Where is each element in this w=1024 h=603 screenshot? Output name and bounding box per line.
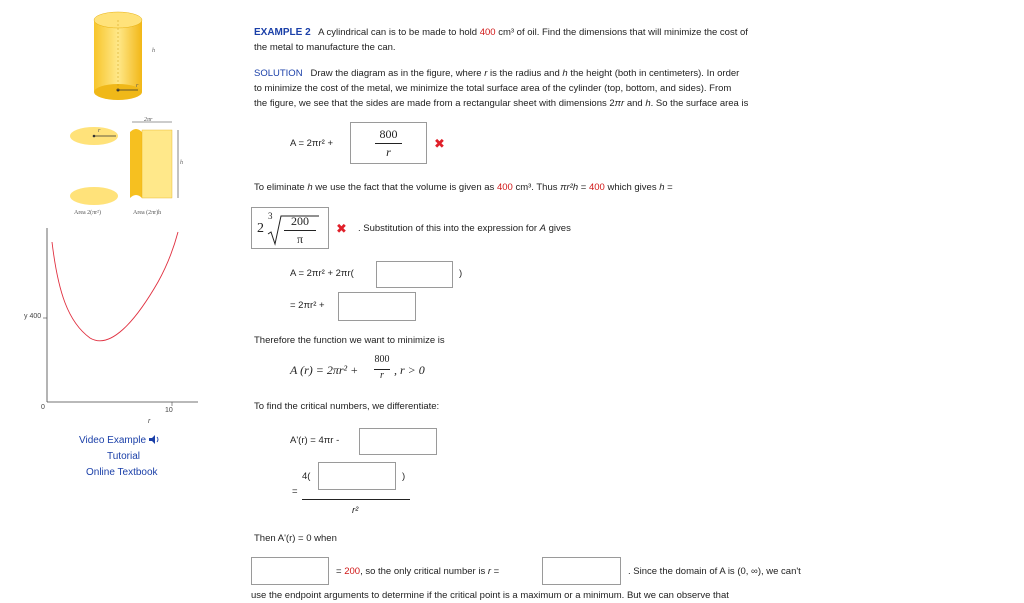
net-rect-sheet xyxy=(142,130,172,198)
net-2pir-label: 2πr xyxy=(144,117,153,123)
video-example-link[interactable] xyxy=(79,435,160,446)
speaker-icon xyxy=(149,435,160,444)
incorrect-x-icon-2: ✖ xyxy=(336,221,347,236)
area-rect-label: Area (2πr)h xyxy=(133,210,162,216)
critical-numbers-line: To find the critical numbers, we differentiate: xyxy=(254,401,440,412)
eq1-answer-box[interactable] xyxy=(350,122,427,164)
video-example-label[interactable]: Video Example xyxy=(79,435,147,446)
function-numerator: 800 xyxy=(374,354,390,365)
cylinder-net-figure xyxy=(64,118,194,210)
substitution-line: . Substitution of this into the expression for A gives xyxy=(358,223,571,234)
endpoint-line: use the endpoint arguments to determine if the critical point is a maximum or a minimum. But we can observe that xyxy=(251,590,729,601)
solution-line-1: SOLUTION Draw the diagram as in the figure, where r is the radius and h the height (both in centimeters). In order xyxy=(254,68,740,79)
eq3-input[interactable] xyxy=(338,292,416,321)
then-line: Then A'(r) = 0 when xyxy=(254,533,337,544)
eq1-denominator: r xyxy=(386,145,391,159)
h-answer-box[interactable] xyxy=(251,207,329,249)
eq1-lhs: A = 2πr² + xyxy=(290,138,333,149)
deriv2-denominator: r² xyxy=(352,505,359,516)
function-lhs: A (r) = 2πr² + xyxy=(290,363,359,377)
online-textbook-link[interactable]: Online Textbook xyxy=(86,467,158,478)
eq1-fraction-bar xyxy=(375,143,402,144)
graph-origin-label: 0 xyxy=(41,404,45,411)
deriv2-num-close: ) xyxy=(402,471,406,482)
net-h-label: h xyxy=(180,160,183,166)
left-column xyxy=(0,0,215,603)
then-input[interactable] xyxy=(251,557,329,585)
h-answer-root-index: 3 xyxy=(268,211,273,221)
eq2-input[interactable] xyxy=(376,261,453,288)
problem-line-1: EXAMPLE 2 A cylindrical can is to be made to hold 400 cm³ of oil. Find the dimensions that will minimize the cost of xyxy=(254,27,748,38)
area-circle-label: Area 2(πr²) xyxy=(74,210,101,216)
eq1-numerator: 800 xyxy=(379,127,398,141)
function-condition: , r > 0 xyxy=(394,363,425,377)
eq3-lhs: = 2πr² + xyxy=(290,300,325,311)
critical-r-input[interactable] xyxy=(542,557,621,585)
cylinder-r-label: r xyxy=(136,83,139,89)
function-denominator: r xyxy=(380,370,384,381)
domain-line: . Since the domain of A is (0, ∞), we can't xyxy=(628,566,801,577)
graph-x-tick-label: 10 xyxy=(165,407,173,414)
solution-label: SOLUTION xyxy=(254,68,303,79)
graph-y-label: y 400 xyxy=(24,313,42,320)
solution-line-2: to minimize the cost of the metal, we minimize the total surface area of the cylinder (top, bottom, and sides). From xyxy=(254,83,732,94)
main-content xyxy=(251,0,1024,603)
deriv2-input[interactable] xyxy=(318,462,396,490)
net-center-dot xyxy=(93,135,96,138)
h-answer-numerator: 200 xyxy=(291,214,309,228)
net-r-label: r xyxy=(98,128,101,134)
h-answer-fraction-bar xyxy=(284,230,316,231)
deriv2-equals: = xyxy=(292,486,298,497)
cylinder-h-label: h xyxy=(152,48,155,54)
tutorial-link[interactable]: Tutorial xyxy=(107,451,140,462)
cylinder-figure xyxy=(84,10,174,106)
net-sheet-curl xyxy=(130,129,142,198)
net-bottom-circle xyxy=(70,187,118,205)
cylinder-bottom xyxy=(94,84,142,100)
therefore-line: Therefore the function we want to minimize is xyxy=(254,335,445,346)
deriv2-num-open: 4( xyxy=(302,471,311,482)
problem-line-2: the metal to manufacture the can. xyxy=(254,42,396,53)
example-heading: EXAMPLE 2 xyxy=(254,27,311,38)
eq2-lhs: A = 2πr² + 2πr( xyxy=(290,268,354,279)
eliminate-line: To eliminate h we use the fact that the volume is given as 400 cm³. Thus πr²h = 400 which gives h = xyxy=(254,182,673,193)
h-answer-coef: 2 xyxy=(257,221,264,236)
graph-curve xyxy=(52,232,178,341)
surface-area-graph xyxy=(40,222,200,408)
solution-line-3: the figure, we see that the sides are made from a rectangular sheet with dimensions 2πr and h. So the surface area is xyxy=(254,98,749,109)
graph-x-axis-label: r xyxy=(148,418,151,425)
eq2-close-paren: ) xyxy=(459,268,463,279)
derivative-lhs: A'(r) = 4πr - xyxy=(290,435,340,446)
h-answer-denominator: π xyxy=(296,232,304,246)
incorrect-x-icon: ✖ xyxy=(434,136,445,151)
derivative-input[interactable] xyxy=(359,428,437,455)
critical-number-line: = 200, so the only critical number is r = xyxy=(336,566,500,577)
deriv2-fraction-bar xyxy=(302,499,410,500)
